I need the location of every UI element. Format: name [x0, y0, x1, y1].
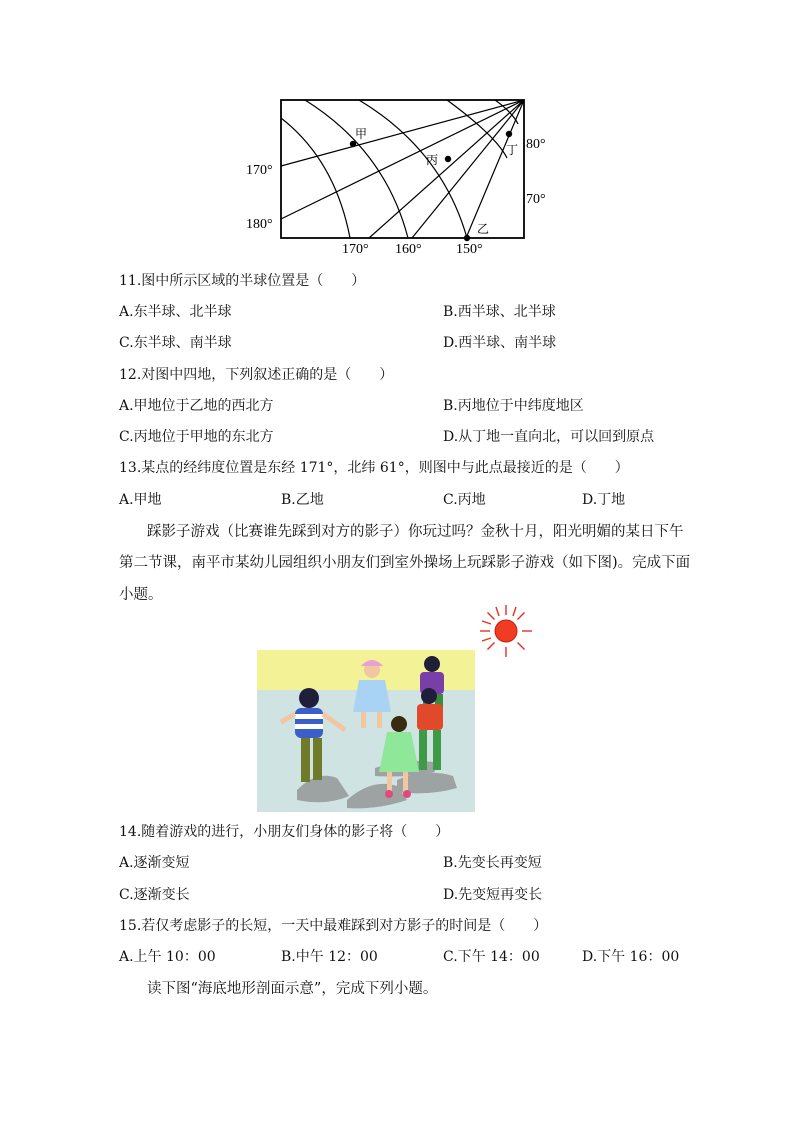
q12-option-c[interactable]: C.丙地位于甲地的东北方 — [119, 429, 274, 445]
q11-option-c[interactable]: C.东半球、南半球 — [119, 335, 232, 351]
q13-option-c[interactable]: C.丙地 — [443, 492, 486, 508]
q15-stem: 15.若仅考虑影子的长短，一天中最难踩到对方影子的时间是（ ） — [119, 918, 548, 934]
point-ding — [506, 131, 512, 137]
label-lat-80: 80° — [526, 137, 546, 152]
q15-option-b[interactable]: B.中午 12：00 — [281, 949, 378, 965]
q12-option-d[interactable]: D.从丁地一直向北，可以回到原点 — [443, 429, 655, 445]
map-figure — [240, 90, 560, 260]
label-bing: 丙 — [426, 153, 439, 167]
point-yi — [464, 235, 470, 241]
q11-option-d[interactable]: D.西半球、南半球 — [443, 335, 557, 351]
q11-option-a[interactable]: A.东半球、北半球 — [119, 304, 232, 320]
passage-line-1: 踩影子游戏（比赛谁先踩到对方的影子）你玩过吗？金秋十月，阳光明媚的某日下午 — [147, 524, 684, 540]
passage-line-3: 小题。 — [119, 587, 163, 603]
label-yi: 乙 — [477, 222, 490, 236]
label-ding: 丁 — [506, 143, 519, 157]
parallel-arc — [447, 100, 507, 158]
point-bing — [445, 156, 451, 162]
label-lon-170: 170° — [342, 242, 369, 257]
q15-option-d[interactable]: D.下午 16：00 — [582, 949, 680, 965]
q11-stem: 11.图中所示区域的半球位置是（ ） — [119, 273, 366, 289]
passage-line-2: 第二节课，南平市某幼儿园组织小朋友们到室外操场上玩踩影子游戏（如下图)。完成下面 — [119, 555, 691, 571]
q15-option-c[interactable]: C.下午 14：00 — [443, 949, 540, 965]
q14-option-b[interactable]: B.先变长再变短 — [443, 855, 542, 871]
q12-option-b[interactable]: B.丙地位于中纬度地区 — [443, 398, 584, 414]
sun-icon — [478, 603, 534, 659]
q12-option-a[interactable]: A.甲地位于乙地的西北方 — [119, 398, 274, 414]
q14-option-a[interactable]: A.逐渐变短 — [119, 855, 190, 871]
label-lon-150: 150° — [456, 242, 483, 257]
q13-option-d[interactable]: D.丁地 — [582, 492, 626, 508]
q14-option-c[interactable]: C.逐渐变长 — [119, 887, 190, 903]
final-instruction: 读下图“海底地形剖面示意”，完成下列小题。 — [147, 981, 438, 997]
meridian-line — [412, 100, 524, 238]
meridian-line — [281, 100, 524, 219]
label-lat-180: 180° — [246, 217, 273, 232]
q15-option-a[interactable]: A.上午 10：00 — [119, 949, 216, 965]
q13-stem: 13.某点的经纬度位置是东经 171°，北纬 61°，则图中与此点最接近的是（ ） — [119, 460, 629, 476]
point-jia — [350, 141, 356, 147]
q11-option-b[interactable]: B.西半球、北半球 — [443, 304, 556, 320]
q13-option-b[interactable]: B.乙地 — [281, 492, 324, 508]
label-lat-170: 170° — [246, 163, 273, 178]
q13-option-a[interactable]: A.甲地 — [119, 492, 162, 508]
q14-option-d[interactable]: D.先变短再变长 — [443, 887, 543, 903]
label-lat-70: 70° — [526, 192, 546, 207]
q14-stem: 14.随着游戏的进行，小朋友们身体的影子将（ ） — [119, 824, 450, 840]
children-playing-illustration — [257, 650, 475, 812]
parallel-arc — [281, 118, 350, 238]
label-lon-160: 160° — [395, 242, 422, 257]
label-jia: 甲 — [355, 127, 368, 141]
map-frame — [281, 100, 524, 238]
q12-stem: 12.对图中四地，下列叙述正确的是（ ） — [119, 367, 394, 383]
parallel-arc — [359, 100, 467, 238]
meridian-line — [466, 100, 524, 238]
